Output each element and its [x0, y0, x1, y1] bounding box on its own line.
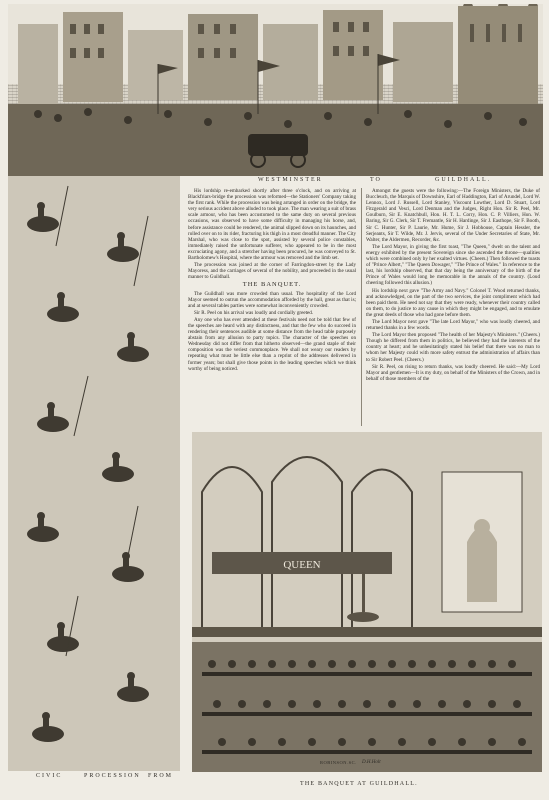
- banquet-caption: THE BANQUET AT GUILDHALL.: [300, 781, 418, 787]
- col1-para4: Sir R. Peel on his arrival was loudly and cordially greeted.: [194, 309, 314, 316]
- col2-para1: Amongst the guests were the following:—The Foreign Ministers, the Duke of Buccleuch, the Marquis of Downshire, Earl of Haddington, Earl of Arundel, Lord W. Lennox, Lord J. Russell, Lord Stanley, Viscount Lowther, Lord D. Stuart, Lord Fitzgerald and Vesci, Lord Denman and the Judges, Right Hon. Sir R. Peel, Mr. Goulburn, Sir E. Knatchbull, Hon. H. T. L. Corry, Hon. C. P. Villiers, Hon. W. Baring, Sir G. Clerk, Sir T. Fremantle, Sir H. Hardinge, Sir J. Easthope, Sir F. Booth, Sir C. Hunter, Sir P. Laurie, Mr. Hume, Sir J. Hobhouse, Captain Hessler, the Serjeants, Sir T. Wilde, Mr. J. Jervis, several of the Under Secretaries of State, Mr. Walter, the Aldermen, Recorder, &c.: [366, 188, 540, 243]
- bottom-caption-right: FROM: [148, 773, 174, 779]
- procession-engraving-left: [8, 176, 180, 771]
- col1-para5: Any one who has ever attended at these festivals need not be told that few of the speeches are heard with any distinctness, and that the few who do succeed in rendering their sentences audible at some distance from the head table purposely abstain from any allusion to party topics. The character of the speeches on Wednesday did not differ from that hitherto observed—the grand staple of their composition was the veriest commonplace. We shall not weary our readers by repeating what must be little else than a reprint of the addresses delivered in former years; but shall give those points in the leading speeches which we think worthy of being noticed.: [188, 316, 356, 372]
- top-caption-left: WESTMINSTER: [258, 177, 323, 183]
- col2-para2: The Lord Mayor, in giving the first toast, "The Queen," dwelt on the talent and energy exhibited by the present Sovereign since she ascended the throne—qualities which were combined only by her exalted virtues. (Cheers.) Then followed the toasts of "Prince Albert," "The Queen Dowager," "The Prince of Wales." In reference to the last, his lordship observed, that that day being the anniversary of the birth of the Prince of Wales would long be memorable in the annals of the country. (Loud cheering followed this allusion.): [366, 243, 540, 287]
- bottom-caption-left: CIVIC: [36, 773, 63, 779]
- banquet-engraving: [192, 432, 542, 772]
- banquet-heading: THE BANQUET.: [242, 281, 302, 289]
- banquet-banner-text: QUEEN: [283, 559, 321, 571]
- col2-para4: The Lord Mayor next gave "The late Lord Mayor," who was loudly cheered, and returned thanks in a few words.: [366, 318, 540, 332]
- col1-para3: The Guildhall was more crowded than usual. The hospitality of the Lord Mayor seemed to outrun the accommodation afforded by the hall, great as that is; and at several tables parties were somewhat inconveniently crowded.: [188, 290, 356, 309]
- col2-para5: The Lord Mayor then proposed "The health of her Majesty's Ministers." (Cheers.) Though he differed from them in politics, he believed they had the interests of the country at heart; and he unhesitatingly stated his belief that there was no man to whom her Majesty could with more safety entrust the administration of affairs than to Sir Robert Peel. (Cheers.): [366, 332, 540, 363]
- col2-para3: His lordship next gave "The Army and Navy." Colonel T. Wood returned thanks, and acknowledged, on the part of the two services, the joint compliment which had been paid them. He need not say that they were ready, whenever their country called on them, to do justice to any cause in which they might be engaged, and to emulate the great deeds of those who had gone before them.: [366, 287, 540, 318]
- text-column-2: [366, 188, 540, 426]
- procession-engraving-top: [8, 4, 543, 176]
- engraver-mark-2: D.H.Holt: [362, 760, 381, 765]
- top-caption-right: GUILDHALL.: [435, 177, 492, 183]
- col2-para6: Sir R. Peel, on rising to return thanks, was loudly cheered. He said:—My Lord Mayor and gentlemen—It is my duty, on behalf of the Ministers of the Crown, and in behalf of those members of the: [366, 363, 540, 382]
- col1-para2: The procession was joined at the corner of Farringdon-street by the Lady Mayoress, and the carriages of several of the nobility, and proceeded in the usual manner to Guildhall.: [188, 262, 356, 281]
- col1-para1: His lordship re-embarked shortly after three o'clock, and on arriving at Blackfriars-bridge the procession was reformed—the Stationers' Company taking the first rank. While the procession was being arranged in order on the bridge, the very serious accident above alluded to took place. The man wearing a suit of brass scale armour, who has been accustomed to the same duty on several previous occasions, was observed to have some difficulty in managing his horse, and, before assistance could be rendered, the animal slipped down on its haunches, and rolled over on to its rider, fracturing his thigh in a most dreadful manner. The City Marshal, who was close to the spot, assisted by several police constables, immediately raised the unfortunate sufferer, who appeared to be in the most excruciating agony, and a stretcher having been procured, he was conveyed to St. Bartholomew's Hospital, where the armour was removed and the limb set.: [188, 188, 356, 262]
- engraver-mark-1: ROBINSON.SC.: [320, 760, 357, 765]
- text-column-1: [188, 188, 356, 426]
- bottom-caption-mid: PROCESSION: [84, 773, 141, 779]
- column-divider: [361, 188, 362, 426]
- top-caption-mid: TO: [370, 177, 382, 183]
